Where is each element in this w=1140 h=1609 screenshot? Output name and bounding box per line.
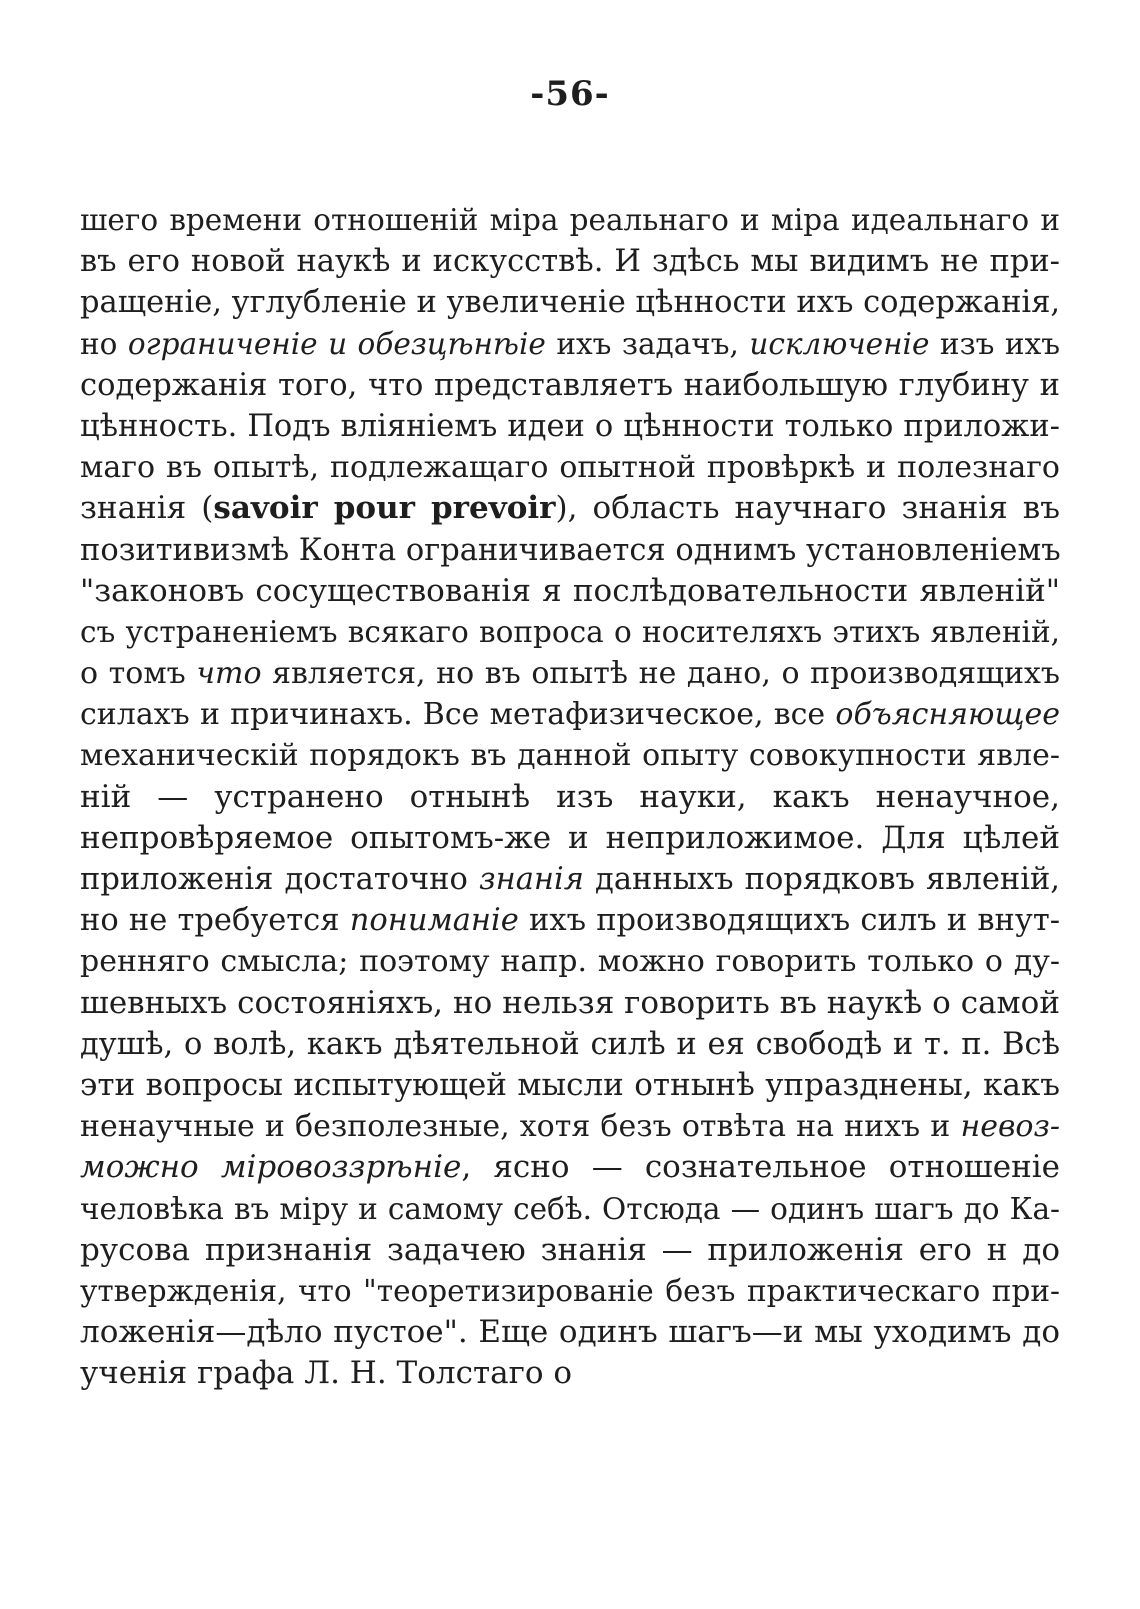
text-line: содержанiя того, что представляетъ наибольшую глубину и [80, 367, 1060, 403]
text-line: шего времени отношенiй мiра реальнаго и мiра идеальнаго и [80, 203, 1060, 237]
text-line: маго въ опытѣ, подлежащаго опытной провѣркѣ и полезнаго [80, 450, 1060, 486]
text-line: ученiя графа Л. Н. Толстаго о [80, 1355, 573, 1392]
text-line: непровѣряемое опытомъ-же и неприложимое. Для цѣлей [80, 819, 1060, 856]
text-line: но не требуется пониманiе ихъ производящихъ силъ и внут- [80, 903, 1061, 939]
text-line: ращенiе, углубленiе и увеличенiе цѣнности ихъ содержанiя, [80, 285, 1061, 321]
text-line: шевныхъ состоянiяхъ, но нельзя говорить въ наукѣ о самой [80, 984, 1060, 1021]
text-line: "законовъ сосуществованiя я послѣдовательности явленiй" [80, 572, 1060, 609]
emphasis-text: можно мiровоззрѣнiе [80, 1149, 462, 1186]
text-line: нiй — устранено отнынѣ изъ науки, какъ ненаучное, [80, 778, 1060, 815]
text-line: утвержденiя, что "теоретизированiе безъ практическаго при- [80, 1273, 1060, 1308]
text-line: русова признанiя задачею знанiя — приложенiя его н до [80, 1231, 1060, 1268]
text-line: о томъ что является, но въ опытѣ не дано, о производящихъ [80, 656, 1060, 692]
text-line: ненаучные и безполезные, хотя безъ отвѣта на нихъ и невоз- [80, 1109, 1060, 1145]
bold-phrase: savoir pour prevoir [213, 490, 556, 527]
emphasis-text: ограниченiе и обезцѣнѣiе [127, 326, 546, 361]
page-number: -56- [530, 74, 610, 114]
emphasis-text: знанiя [478, 862, 584, 897]
text-line: ложенiя—дѣло пустое". Еще одинъ шагъ—и мы уходимъ до [80, 1314, 1060, 1351]
text-line: силахъ и причинахъ. Все метафизическое, все объясняющее [80, 697, 1060, 733]
emphasis-text: что [196, 656, 262, 692]
text-line: механическiй порядокъ въ данной опыту совокупности явле- [80, 738, 1060, 774]
emphasis-text: исключенiе [749, 326, 930, 361]
emphasis-text: объясняющее [835, 697, 1060, 733]
text-line: но ограниченiе и обезцѣнѣiе ихъ задачъ, исключенiе изъ ихъ [80, 326, 1060, 361]
text-line: позитивизмѣ Конта ограничивается однимъ установленiемъ [80, 532, 1061, 568]
text-line: знанiя (savoir pour prevoir), область научнаго знанiя въ [80, 490, 1060, 527]
text-line: эти вопросы испытующей мысли отнынѣ упразднены, какъ [80, 1066, 1060, 1103]
text-line: съ устраненiемъ всякаго вопроса о носителяхъ этихъ явленiй, [80, 614, 1060, 649]
emphasis-text: пониманiе [349, 903, 519, 939]
text-line: человѣка въ мiру и самому себѣ. Отсюда — одинъ шагъ до Ка- [80, 1191, 1060, 1226]
text-line: приложенiя достаточно знанiя данныхъ порядковъ явленiй, [80, 862, 1060, 897]
text-line: душѣ, о волѣ, какъ дѣятельной силѣ и ея свободѣ и т. п. Всѣ [80, 1026, 1060, 1062]
text-line: можно мiровоззрѣнiе, ясно — сознательное отношенiе [80, 1149, 1060, 1186]
emphasis-text: невоз- [960, 1109, 1060, 1145]
body-text [80, 200, 1060, 1394]
text-line: въ его новой наукѣ и искусствѣ. И здѣсь мы видимъ не при- [80, 244, 1060, 280]
text-line: ренняго смысла; поэтому напр. можно говорить только о ду- [80, 944, 1060, 980]
text-line: цѣнность. Подъ влiянiемъ идеи о цѣнности только приложи- [80, 408, 1060, 444]
